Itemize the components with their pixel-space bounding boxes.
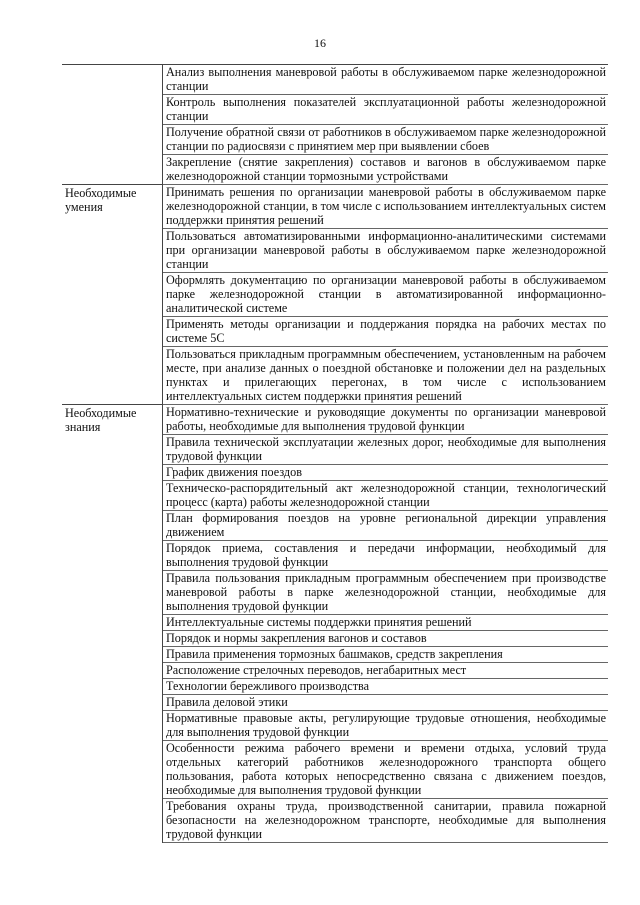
skill-item: Пользоваться прикладным программным обеспечением, установленным на рабочем месте, при анализе данных о поездной обстановке и положении дел на раздельных пунктах и прилегающих перегонах, в том числе с использованием интеллектуальных систем поддержки принятия решений xyxy=(163,347,609,405)
skill-item: Пользоваться автоматизированными информационно-аналитическими системами при организации маневровой работы в обслуживаемом парке железнодорожной станции xyxy=(163,229,609,273)
knowledge-item: Расположение стрелочных переводов, негабаритных мест xyxy=(163,663,609,679)
knowledge-item: Правила деловой этики xyxy=(163,695,609,711)
section-knowledge xyxy=(62,405,608,843)
knowledge-item: Технологии бережливого производства xyxy=(163,679,609,695)
knowledge-item: Правила пользования прикладным программным обеспечением при производстве маневровой работы в парке железнодорожной станции, необходимые для выполнения трудовой функции xyxy=(163,571,609,615)
knowledge-item: План формирования поездов на уровне региональной дирекции управления движением xyxy=(163,511,609,541)
labor-action-item: Контроль выполнения показателей эксплуатационной работы железнодорожной станции xyxy=(163,95,609,125)
knowledge-item: Особенности режима рабочего времени и времени отдыха, условий труда отдельных категорий работников железнодорожного транспорта общего пользования, работа которых непосредственно связана с движением поездов, необходимые для выполнения трудовой функции xyxy=(163,741,609,799)
table-row xyxy=(62,65,608,95)
knowledge-item: Нормативные правовые акты, регулирующие трудовые отношения, необходимые для выполнения трудовой функции xyxy=(163,711,609,741)
knowledge-item: Требования охраны труда, производственной санитарии, правила пожарной безопасности на железнодорожном транспорте, необходимые для выполнения трудовой функции xyxy=(163,799,609,843)
knowledge-item: Правила технической эксплуатации железных дорог, необходимые для выполнения трудовой функции xyxy=(163,435,609,465)
knowledge-item: Порядок и нормы закрепления вагонов и составов xyxy=(163,631,609,647)
skill-item: Принимать решения по организации маневровой работы в обслуживаемом парке железнодорожной станции, в том числе с использованием интеллектуальных систем поддержки принятия решений xyxy=(163,185,609,229)
skill-item: Оформлять документацию по организации маневровой работы в обслуживаемом парке железнодорожной станции в автоматизированной информационно-аналитической системе xyxy=(163,273,609,317)
section-labor-actions xyxy=(62,65,608,185)
page-number: 16 xyxy=(314,36,326,50)
skill-item: Применять методы организации и поддержания порядка на рабочих местах по системе 5С xyxy=(163,317,609,347)
competency-table xyxy=(62,64,608,843)
knowledge-item: Техническо-распорядительный акт железнодорожной станции, технологический процесс (карта) работы железнодорожной станции xyxy=(163,481,609,511)
section-label xyxy=(62,65,163,185)
knowledge-item: Правила применения тормозных башмаков, средств закрепления xyxy=(163,647,609,663)
knowledge-item: Нормативно-технические и руководящие документы по организации маневровой работы, необходимые для выполнения трудовой функции xyxy=(163,405,609,435)
labor-action-item: Анализ выполнения маневровой работы в обслуживаемом парке железнодорожной станции xyxy=(163,65,609,95)
section-skills xyxy=(62,185,608,405)
labor-action-item: Получение обратной связи от работников в обслуживаемом парке железнодорожной станции по радиосвязи с принятием мер при выявлении сбоев xyxy=(163,125,609,155)
knowledge-item: Интеллектуальные системы поддержки принятия решений xyxy=(163,615,609,631)
knowledge-item: График движения поездов xyxy=(163,465,609,481)
labor-action-item: Закрепление (снятие закрепления) составов и вагонов в обслуживаемом парке железнодорожной станции тормозными устройствами xyxy=(163,155,609,185)
table-row xyxy=(62,185,608,229)
section-label-skills: Необходимые умения xyxy=(62,185,163,405)
section-label-knowledge: Необходимые знания xyxy=(62,405,163,843)
table-row xyxy=(62,405,608,435)
knowledge-item: Порядок приема, составления и передачи информации, необходимый для выполнения трудовой функции xyxy=(163,541,609,571)
